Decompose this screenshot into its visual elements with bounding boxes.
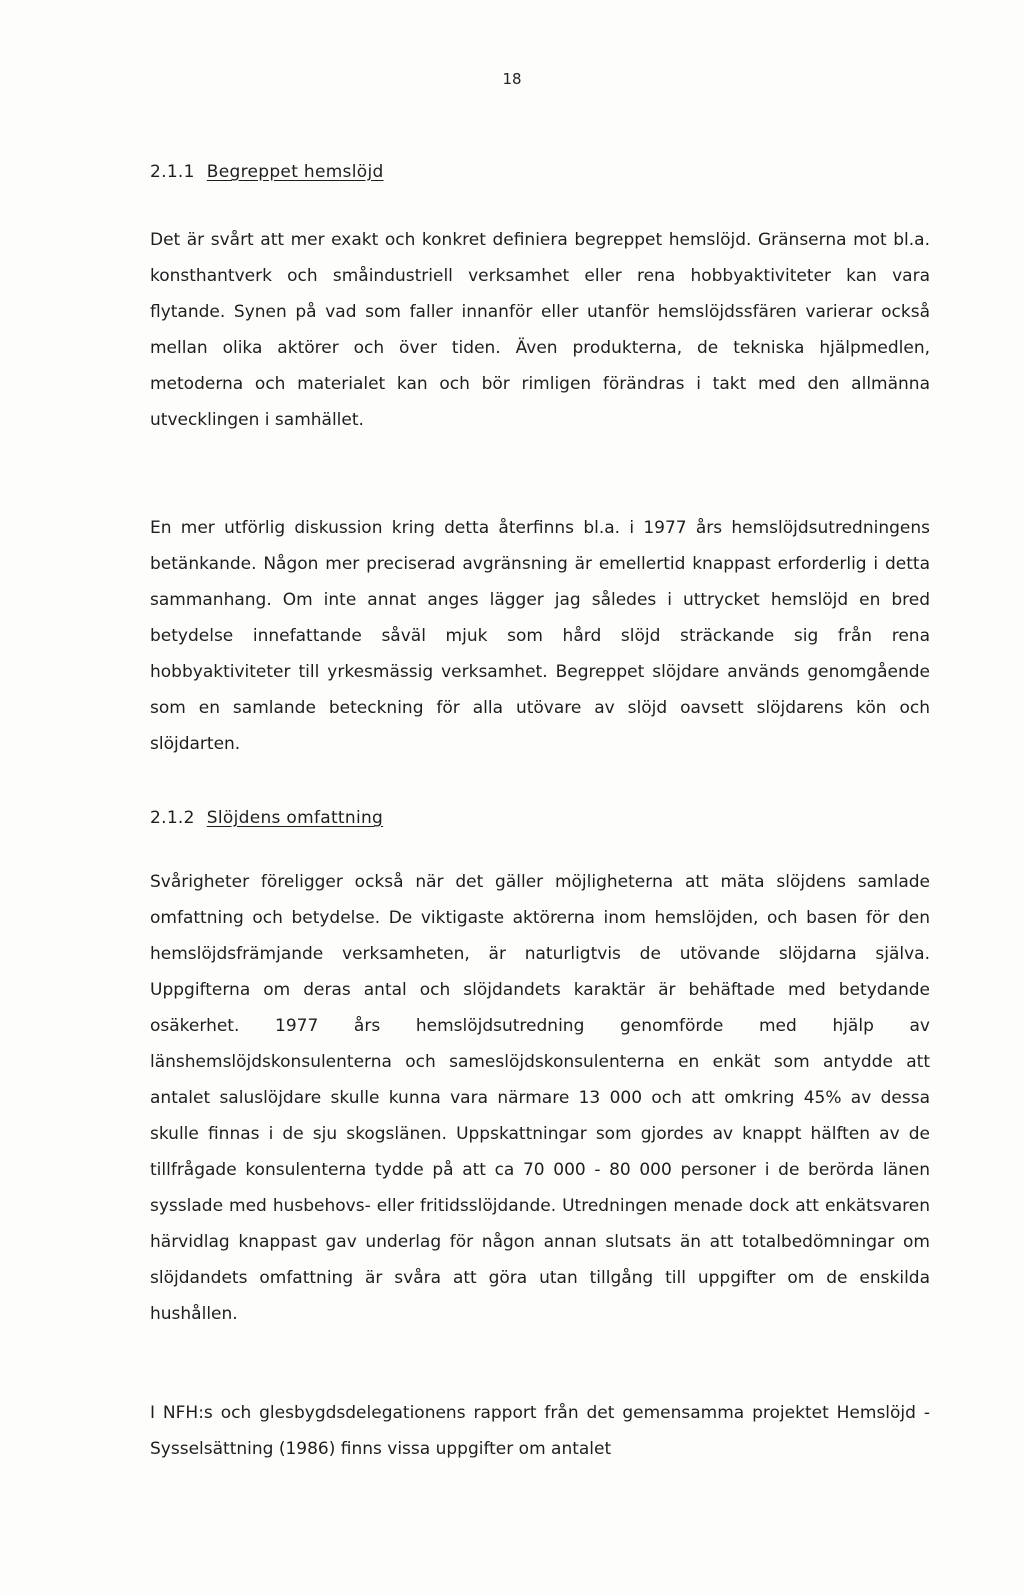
page-number: 18 [502, 70, 522, 88]
paragraph-nfh-report: I NFH:s och glesbygdsdelegationens rapport från det gemensamma projektet Hemslöjd - Sysselsättning (1986) finns vissa uppgifter om antalet [150, 1403, 930, 1459]
section-title: Slöjdens omfattning [206, 808, 384, 828]
section-number: 2.1.2 [150, 808, 195, 828]
paragraph-discussion: En mer utförlig diskussion kring detta återfinns bl.a. i 1977 års hemslöjdsutredningens betänkande. Någon mer preciserad avgränsning är emellertid knappast erforderlig i detta sammanhang. Om inte annat anges lägger jag således i uttrycket hemslöjd en bred betydelse innefattande såväl mjuk som hård slöjd sträckande sig från rena hobbyaktiviteter till yrkesmässig verksamhet. Begreppet slöjdare används genomgående som en samlande beteckning för alla utövare av slöjd oavsett slöjdarens kön och slöjdarten. [150, 518, 930, 754]
section-title: Begreppet hemslöjd [206, 162, 384, 182]
section-heading-2-1-2 [150, 808, 383, 828]
section-heading-2-1-1 [150, 162, 384, 182]
paragraph-scope: Svårigheter föreligger också när det gäller möjligheterna att mäta slöjdens samlade omfattning och betydelse. De viktigaste aktörerna inom hemslöjden, och basen för den hemslöjdsfrämjande verksamheten, är naturligtvis de utövande slöjdarna själva. Uppgifterna om deras antal och slöjdandets karaktär är behäftade med betydande osäkerhet. 1977 års hemslöjdsutredning genomförde med hjälp av länshemslöjdskonsulenterna och sameslöjdskonsulenterna en enkät som antydde att antalet saluslöjdare skulle kunna vara närmare 13 000 och att omkring 45% av dessa skulle finnas i de sju skogslänen. Uppskattningar som gjordes av knappt hälften av de tillfrågade konsulenterna tydde på att ca 70 000 - 80 000 personer i de berörda länen sysslade med husbehovs- eller fritidsslöjdande. Utredningen menade dock att enkätsvaren härvidlag knappast gav underlag för någon annan slutsats än att totalbedömningar om slöjdandets omfattning är svåra att göra utan tillgång till uppgifter om de enskilda hushållen. [150, 872, 930, 1324]
section-number: 2.1.1 [150, 162, 195, 182]
paragraph-definition: Det är svårt att mer exakt och konkret definiera begreppet hemslöjd. Gränserna mot bl.a. konsthantverk och småindustriell verksamhet eller rena hobbyaktiviteter kan vara flytande. Synen på vad som faller innanför eller utanför hemslöjdssfären varierar också mellan olika aktörer och över tiden. Även produkterna, de tekniska hjälpmedlen, metoderna och materialet kan och bör rimligen förändras i takt med den allmänna utvecklingen i samhället. [150, 230, 930, 430]
